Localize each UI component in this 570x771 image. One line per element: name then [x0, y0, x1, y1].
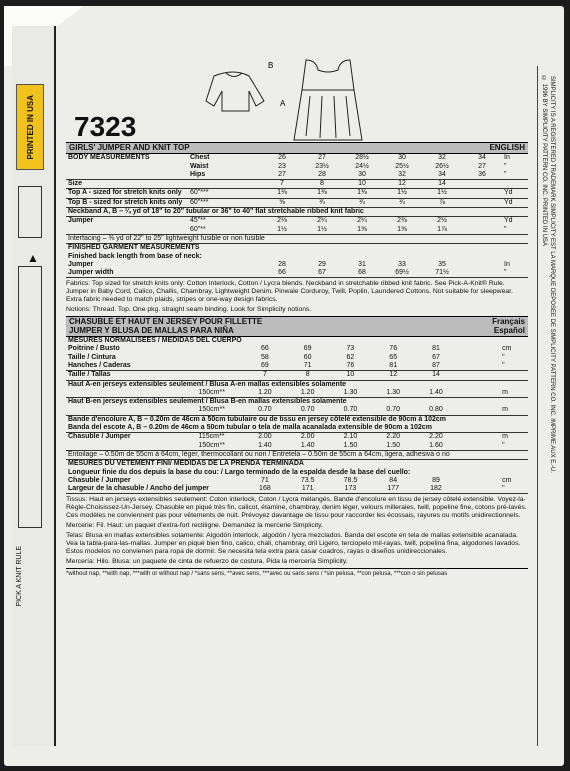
french-title-block [69, 318, 262, 335]
row-label: Chasuble / Jumper [68, 476, 131, 484]
table-row [66, 415, 528, 424]
table-row [66, 163, 528, 171]
finished-sub: Finished back length from base of neck: [68, 252, 202, 260]
cell [462, 261, 502, 269]
cell: 7 [262, 180, 302, 189]
cell: 1.40 [244, 442, 287, 451]
cell: 0.70 [329, 406, 372, 415]
row-label: Taille / Tallas [66, 371, 196, 380]
cell: 8 [302, 180, 342, 189]
table-row [66, 261, 528, 269]
cell: 2.00 [258, 433, 272, 441]
cell: 30 [342, 171, 382, 180]
unit: " [500, 362, 528, 371]
cell: 1½ [302, 226, 342, 235]
cell: 2½ [437, 217, 447, 225]
cell: 2⅛ [277, 217, 287, 225]
cell: 2⅜ [397, 217, 407, 225]
table-row [66, 253, 528, 261]
row-label: Largeur de la chasuble / Ancho del jumper [66, 485, 244, 494]
cell: 1½ [262, 226, 302, 235]
fabric-width: 150cm** [196, 406, 243, 415]
cell [457, 371, 500, 380]
cell: 1.30 [372, 389, 415, 398]
interfacing-text: Interfacing – ⅜ yd of 22" to 25" lightweight fusible or non fusible [66, 234, 528, 243]
cell: 1⅜ [342, 189, 382, 198]
table-row [66, 337, 528, 345]
finished-label: MESURES DU VETEMENT FINI/ MEDIDAS DE LA PRENDA TERMINADA [68, 460, 304, 468]
cell: ¾ [382, 198, 422, 207]
sidebar-box [18, 186, 42, 238]
cell: 1.50 [372, 442, 415, 451]
unit: Yd [502, 189, 528, 198]
cell: 32 [382, 171, 422, 180]
table-row [66, 234, 528, 243]
unit: In [504, 260, 510, 268]
cell: 1.20 [286, 389, 329, 398]
pattern-number: 7323 [74, 111, 137, 142]
table-row [66, 442, 528, 451]
cell: 89 [432, 476, 440, 484]
neckband-text: Neckband A, B – ¼ yd of 18" to 20" tubular or 36" to 40" flat stretchable ribbed knit fabric [66, 208, 528, 217]
row-label [66, 442, 196, 451]
haut-b-text: Haut B-en jerseys extensibles seulement / Blusa B-en mallas extensibles solamente [68, 398, 347, 406]
cell: 66 [261, 345, 269, 353]
english-body-table [66, 154, 528, 278]
left-sidebar [12, 26, 56, 746]
footnote: *without nap, **with nap, ***with or without nap / *sans sens, **avec sens, ***avec ou sans sens / *sin pelusa, **con pelusa, ***con o sin pelusas [66, 568, 528, 578]
cell: 69 [303, 345, 312, 353]
cell [457, 442, 500, 451]
cell: 28 [302, 171, 342, 180]
yellow-tab [16, 84, 44, 170]
fabric-width: 45"** [190, 217, 206, 225]
copyright-text: © 1996 BY SIMPLICITY PATTERN CO. INC. PRINTED IN USA [541, 76, 547, 246]
row-label: Size [66, 180, 188, 189]
cell: 34 [478, 154, 486, 162]
cell [457, 345, 500, 353]
cell: 27 [262, 171, 302, 180]
finished-sub: Longueur finie du dos depuis la base du cou: / Largo terminado de la espalda desde la base del cuello: [68, 468, 411, 476]
cell: 69 [244, 362, 287, 371]
cell [462, 226, 502, 235]
unit: " [502, 171, 528, 180]
cell [462, 269, 502, 278]
cell: 60 [303, 353, 312, 361]
cell: 23 [278, 162, 286, 170]
fabric-width: 60"** [188, 226, 262, 235]
cell: 8 [286, 371, 329, 380]
body-label: MESURES NORMALISEES / MEDIDAS DEL CUERPO [68, 337, 242, 345]
unit: " [500, 485, 528, 494]
haut-a-text: Haut A-en jerseys extensibles seulement / Blusa A-en mallas extensibles solamente [68, 380, 347, 388]
table-row [66, 469, 528, 477]
tab-text: PRINTED IN USA [25, 94, 35, 160]
cell: 2¼ [317, 217, 327, 225]
finished-label: FINISHED GARMENT MEASUREMENTS [68, 244, 200, 252]
cell [457, 362, 500, 371]
row-label: Poitrine / Busto [68, 345, 120, 353]
cell: 1.40 [286, 442, 329, 451]
body-label: BODY MEASUREMENTS [68, 154, 150, 162]
cell [457, 354, 500, 362]
cell: 26 [278, 154, 286, 162]
table-row [66, 217, 528, 226]
row-label: Jumper width [66, 269, 188, 278]
cell: 12 [372, 371, 415, 380]
trademark-text: SIMPLICITY IS A REGISTERED TRADEMARK SIMPLICITY EST LA MARQUE DEPOSEE DE SIMPLICITY PATTERN CO. INC. IMPRIME AUX E.-U. [549, 76, 555, 473]
table-row [66, 389, 528, 398]
cell: 7 [244, 371, 287, 380]
cell: 78.5 [343, 476, 358, 484]
jumper-a-sketch [294, 60, 362, 140]
cell [457, 485, 500, 494]
cell [462, 217, 502, 226]
table-row [66, 485, 528, 494]
unit: In [504, 154, 510, 162]
fabrics-text: Fabrics: Top sized for stretch knits only: Cotton Interlock, Cotton / Lycra blends. Neckband in stretchable ribbed knit fabric. See Pick-A-Knit® Rule. Jumper in Baby Cord, Calico, Challis, Chambray, Lightweight Denim, Pinwale Corduroy, Twill, Poplin, Laundered Cottons. Not suitable for sleepwear. Extra fabric needed to match plaids, stripes or one-way design fabrics. [66, 280, 513, 304]
size-row [66, 180, 528, 189]
cell: 69½ [382, 269, 422, 278]
english-header [66, 142, 528, 154]
table-row [66, 460, 528, 469]
top-b-sketch [206, 72, 264, 111]
fabric-width: 60"*** [188, 198, 262, 207]
cell [457, 389, 500, 398]
table-row [66, 226, 528, 235]
cell: 71½ [422, 269, 462, 278]
merceria-text: Mercería: Hilo. Blusa: un paquete de cinta de refuerzo de costura. Pida la mercería Simplicity. [66, 558, 348, 566]
unit: m [500, 406, 528, 415]
row-label: Top B - sized for stretch knits only [66, 198, 188, 207]
cell: 14 [422, 180, 462, 189]
cell: 2.20 [429, 433, 443, 441]
cell: 81 [432, 345, 440, 353]
pattern-envelope [4, 6, 564, 766]
table-row [66, 198, 528, 207]
row-label: Waist [190, 162, 209, 170]
table-row [66, 189, 528, 198]
row-label: Jumper [68, 260, 94, 268]
cell: 1.20 [244, 389, 287, 398]
cell: 1½ [382, 189, 422, 198]
cell [457, 477, 500, 485]
row-label: Chest [190, 154, 210, 162]
table-row [66, 154, 528, 162]
cell: 71 [286, 362, 329, 371]
table-row [66, 406, 528, 415]
cell: 1⅜ [262, 189, 302, 198]
bande-es-text: Banda del escote A, B – 0.20m de 46cm a 50cm tubular o tela de malla acanalada extensible de 90cm a 102cm [66, 424, 528, 433]
row-label: Hips [188, 171, 262, 180]
unit: " [502, 353, 505, 361]
entoilage-text: Entoilage – 0.50m de 55cm à 64cm, léger, thermocollant ou non / Entretela – 0.50m de 55cm a 64cm, ligera, adhesiva o no [66, 450, 528, 459]
cell: 28 [278, 260, 286, 268]
arrow-up-icon: ▲ [27, 251, 39, 265]
cell [462, 198, 502, 207]
cell: 25½ [395, 162, 409, 170]
cell: ⅞ [422, 198, 462, 207]
english-lang: ENGLISH [489, 143, 525, 152]
pick-a-knit-text: PICK A KNIT RULE [16, 546, 23, 607]
cell: 30 [398, 154, 406, 162]
cell [462, 189, 502, 198]
notions-text: Notions: Thread. Top. One pkg. straight seam binding. Look for Simplicity notions. [66, 306, 312, 314]
cell: 32 [438, 154, 446, 162]
cell [462, 180, 502, 189]
cell: 0.70 [244, 406, 287, 415]
table-row [66, 477, 528, 485]
row-label: Chasuble / Jumper [68, 433, 131, 441]
measurement-chart [66, 142, 528, 579]
cell: 171 [286, 485, 329, 494]
cell: 31 [358, 260, 366, 268]
cell: 24½ [355, 162, 369, 170]
unit: Yd [504, 217, 513, 225]
fabric-width: 115cm** [198, 433, 225, 441]
cell: 0.80 [415, 406, 458, 415]
cell: 76 [329, 362, 372, 371]
row-label: Jumper [68, 217, 94, 225]
cell: 0.70 [286, 406, 329, 415]
cell: 173 [329, 485, 372, 494]
table-row [66, 354, 528, 362]
cell: 12 [382, 180, 422, 189]
cell: 29 [318, 260, 326, 268]
right-edge-strip [537, 66, 558, 746]
row-label: Top A - sized for stretch knits only [66, 189, 188, 198]
table-row [66, 450, 528, 459]
english-title: GIRLS' JUMPER AND KNIT TOP [69, 143, 190, 152]
unit: " [504, 162, 507, 170]
table-row [66, 433, 528, 442]
cell: 27 [318, 154, 326, 162]
cell [457, 406, 500, 415]
row-label: Hanches / Caderas [66, 362, 196, 371]
cell: 33 [398, 260, 406, 268]
cell: 34 [422, 171, 462, 180]
cell: 2.20 [386, 433, 400, 441]
lang-fr: Français [492, 317, 525, 327]
cell: 1.50 [329, 442, 372, 451]
table-row [66, 345, 528, 353]
cell: 71 [261, 476, 269, 484]
sidebar-box [18, 266, 42, 528]
cell: 67 [302, 269, 342, 278]
table-row [66, 362, 528, 371]
cell: 1⅜ [302, 189, 342, 198]
cell: 2.10 [343, 433, 358, 441]
cell: 68 [342, 269, 382, 278]
cell: 73.5 [300, 476, 315, 484]
cell: 14 [415, 371, 458, 380]
table-row [66, 380, 528, 389]
cell: 84 [389, 476, 398, 484]
cell: 10 [329, 371, 372, 380]
cell: ⅝ [262, 198, 302, 207]
cell: ¾ [342, 198, 382, 207]
cell: 2¼ [357, 217, 367, 225]
cell: 177 [372, 485, 415, 494]
cell: 28½ [355, 154, 369, 162]
mercerie-text: Mercerie: Fil. Haut: un paquet d'extra-fort rectiligne. Demandez la mercerie Simplicity. [66, 522, 323, 530]
cell: 1.40 [415, 389, 458, 398]
unit: " [502, 226, 528, 235]
row-label [66, 226, 188, 235]
fabric-width: 150cm** [196, 442, 243, 451]
cell: 1.60 [415, 442, 458, 451]
cell: 65 [389, 353, 398, 361]
french-body-table [66, 337, 528, 494]
cell: 1⅝ [382, 226, 422, 235]
cell: 10 [342, 180, 382, 189]
cell: 62 [346, 353, 355, 361]
table-row [66, 244, 528, 253]
cell: 182 [415, 485, 458, 494]
cell: 1⅝ [342, 226, 382, 235]
garment-illustration [194, 56, 394, 146]
cell: 87 [415, 362, 458, 371]
unit: m [500, 389, 528, 398]
cell: 0.70 [372, 406, 415, 415]
cell: 168 [244, 485, 287, 494]
cell: 27 [478, 162, 486, 170]
table-row [66, 424, 528, 433]
unit: cm [502, 345, 512, 353]
spanish-title: JUMPER Y BLUSA DE MALLAS PARA NIÑA [69, 325, 234, 335]
cell: 73 [346, 345, 355, 353]
unit: " [502, 269, 528, 278]
cell: 81 [372, 362, 415, 371]
unit: " [500, 442, 528, 451]
french-header [66, 316, 528, 337]
row-label: Taille / Cintura [68, 353, 116, 361]
cell [457, 433, 500, 442]
cell: 2.00 [300, 433, 315, 441]
fabric-width: 60"*** [188, 189, 262, 198]
unit: m [502, 433, 508, 441]
size-row [66, 371, 528, 380]
cell: 26½ [435, 162, 449, 170]
cell: 1½ [422, 189, 462, 198]
cell: 1.30 [329, 389, 372, 398]
view-label-b: B [268, 61, 274, 70]
cell: 66 [262, 269, 302, 278]
unit: cm [502, 476, 512, 484]
lang-es: Español [493, 325, 525, 335]
fabric-width: 150cm** [196, 389, 243, 398]
cell: 35 [438, 260, 446, 268]
table-row [66, 208, 528, 217]
cell: 36 [462, 171, 502, 180]
french-title: CHASUBLE ET HAUT EN JERSEY POUR FILLETTE [69, 317, 263, 327]
cell: 76 [389, 345, 398, 353]
cell: 23½ [315, 162, 329, 170]
table-row [66, 171, 528, 180]
cell: 67 [432, 353, 440, 361]
lang-block [492, 318, 525, 335]
cell: ¾ [302, 198, 342, 207]
table-row [66, 269, 528, 278]
unit: Yd [502, 198, 528, 207]
table-row [66, 398, 528, 407]
cell: 1⅞ [422, 226, 462, 235]
tissus-text: Tissus: Haut en jerseys extensibles seulement: Coton interlock, Coton / Lycra mélangés. Bande d'encolure en tissu de jersey côtelé extensible. Voyez-la-Règle-Choisissez-Un-Jersey. Chasuble en piqué très fin, calicot, étamine, chambray, denim léger, velours milleraies, twill, popeline fine, cotons pré-lavés. Ces modèles ne conviennent pas pour vêtements de nuit. Prévoyez davantage de tissu pour raccorder les écossais, rayures ou motifs unidirectionnels. [66, 496, 527, 520]
cell: 58 [261, 353, 269, 361]
telas-text: Telas: Blusa en mallas extensibles solamente: Algodón interlock, algodón / lycra mezclados. Banda del escote en tela de mallas extensible acanalada. Vea la tabla-para-las-mallas. Jumper en piqué bien fino, calico, chali, chambray, dril Ligero, terciopelo mil-rayas, twill, popelina fina, algodones lavados. Estos modelos no convienen para ropa de dormir. Se necesita tela extra para casar cuadros, rayas o diseños unidireccionales. [66, 532, 521, 556]
view-label-a: A [280, 99, 286, 108]
bande-fr-text: Bande d'encolure A, B – 0.20m de 46cm à 50cm tubulaire ou de tissu en jersey côtelé extensible de 90cm à 102cm [68, 415, 447, 423]
